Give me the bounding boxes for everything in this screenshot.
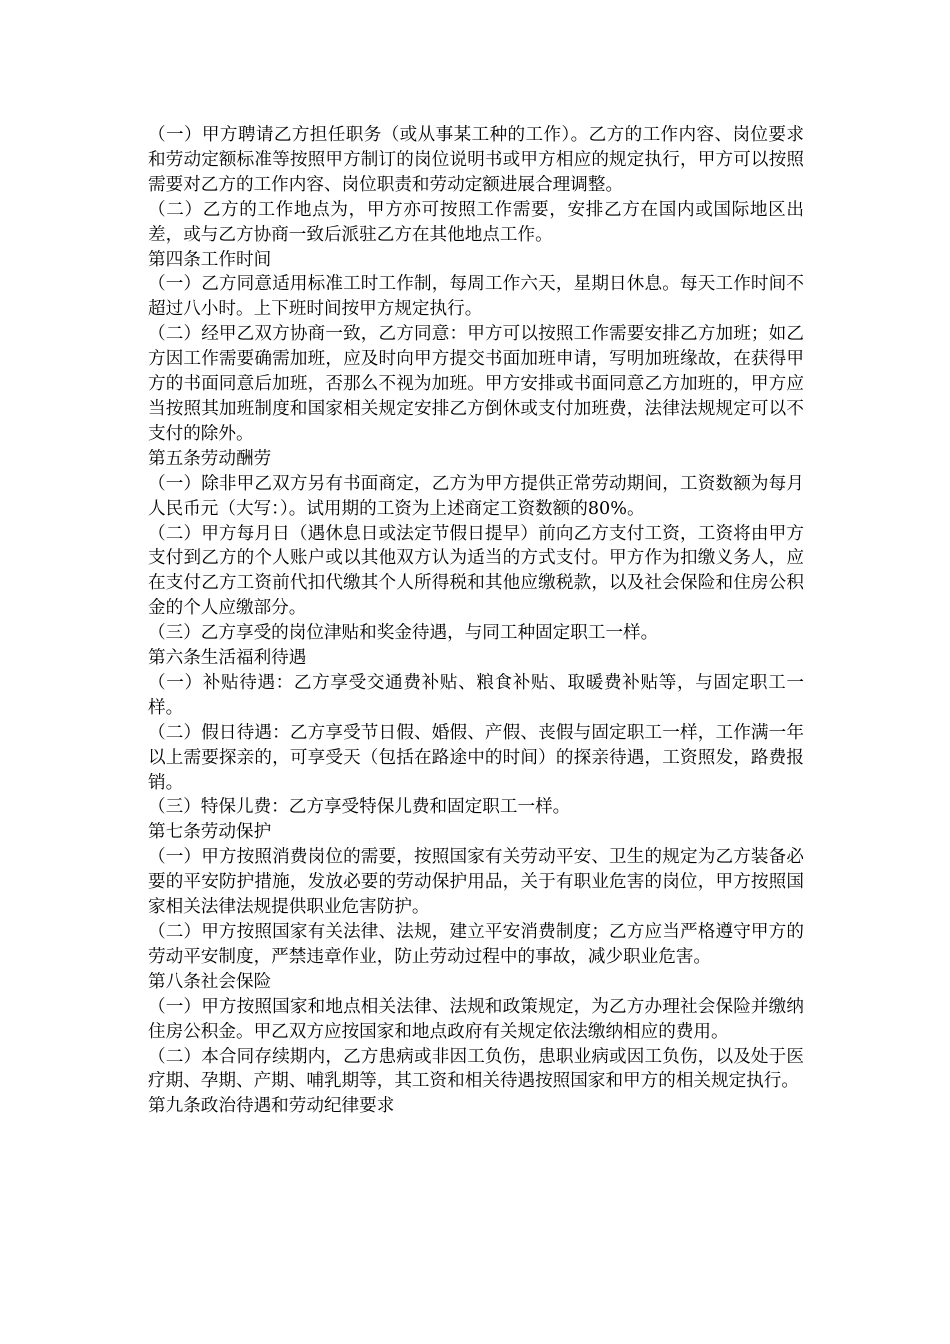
article-4-heading: 第四条工作时间 xyxy=(148,249,272,270)
paragraph-salary-1: （一）除非甲乙双方另有书面商定，乙方为甲方提供正常劳动期间，工资数额为每月人民币元（大写：）。试用期的工资为上述商定工资数额的80%。 xyxy=(148,473,804,519)
paragraph-protection-2: （二）甲方按照国家有关法律、法规，建立平安消费制度；乙方应当严格遵守甲方的劳动平安制度，严禁违章作业，防止劳动过程中的事故，减少职业危害。 xyxy=(148,922,804,967)
paragraph-welfare-2: （二）假日待遇：乙方享受节日假、婚假、产假、丧假与固定职工一样，工作满一年以上需要探亲的，可享受天（包括在路途中的时间）的探亲待遇，工资照发，路费报销。 xyxy=(148,722,804,793)
paragraph-protection-1: （一）甲方按照消费岗位的需要，按照国家有关劳动平安、卫生的规定为乙方装备必要的平安防护措施，发放必要的劳动保护用品，关于有职业危害的岗位，甲方按照国家相关法律法规提供职业危害防护。 xyxy=(148,847,804,918)
paragraph-job-duties: （一）甲方聘请乙方担任职务（或从事某工种的工作）。乙方的工作内容、岗位要求和劳动定额标准等按照甲方制订的岗位说明书或甲方相应的规定执行，甲方可以按照需要对乙方的工作内容、岗位职责和劳动定额进展合理调整。 xyxy=(148,125,804,195)
article-8-heading: 第八条社会保险 xyxy=(148,971,272,992)
paragraph-salary-3: （三）乙方享受的岗位津贴和奖金待遇，与同工种固定职工一样。 xyxy=(148,623,659,644)
paragraph-working-hours-1: （一）乙方同意适用标准工时工作制，每周工作六天，星期日休息。每天工作时间不超过八小时。上下班时间按甲方规定执行。 xyxy=(148,274,804,320)
paragraph-welfare-1: （一）补贴待遇：乙方享受交通费补贴、粮食补贴、取暖费补贴等，与固定职工一样。 xyxy=(148,672,804,718)
article-6-heading: 第六条生活福利待遇 xyxy=(148,648,307,669)
article-9-heading: 第九条政治待遇和劳动纪律要求 xyxy=(148,1096,395,1117)
article-5-heading: 第五条劳动酬劳 xyxy=(148,448,272,469)
paragraph-salary-2: （二）甲方每月日（遇休息日或法定节假日提早）前向乙方支付工资，工资将由甲方支付到乙方的个人账户或以其他双方认为适当的方式支付。甲方作为扣缴义务人，应在支付乙方工资前代扣代缴其个人所得税和其他应缴税款，以及社会保险和住房公积金的个人应缴部分。 xyxy=(148,523,804,619)
paragraph-welfare-3: （三）特保儿费：乙方享受特保儿费和固定职工一样。 xyxy=(148,797,571,818)
paragraph-working-hours-2: （二）经甲乙双方协商一致，乙方同意：甲方可以按照工作需要安排乙方加班；如乙方因工作需要确需加班，应及时向甲方提交书面加班申请，写明加班缘故，在获得甲方的书面同意后加班，否那么不视为加班。甲方安排或书面同意乙方加班的，甲方应当按照其加班制度和国家相关规定安排乙方倒休或支付加班费，法律法规规定可以不支付的除外。 xyxy=(148,324,804,444)
document-body xyxy=(148,123,804,1119)
paragraph-work-location: （二）乙方的工作地点为，甲方亦可按照工作需要，安排乙方在国内或国际地区出差，或与乙方协商一致后派驻乙方在其他地点工作。 xyxy=(148,199,804,245)
article-7-heading: 第七条劳动保护 xyxy=(148,822,272,843)
paragraph-insurance-2: （二）本合同存续期内，乙方患病或非因工负伤，患职业病或因工负伤，以及处于医疗期、孕期、产期、哺乳期等，其工资和相关待遇按照国家和甲方的相关规定执行。 xyxy=(148,1046,804,1092)
paragraph-insurance-1: （一）甲方按照国家和地点相关法律、法规和政策规定，为乙方办理社会保险并缴纳住房公积金。甲乙双方应按国家和地点政府有关规定依法缴纳相应的费用。 xyxy=(148,996,804,1042)
